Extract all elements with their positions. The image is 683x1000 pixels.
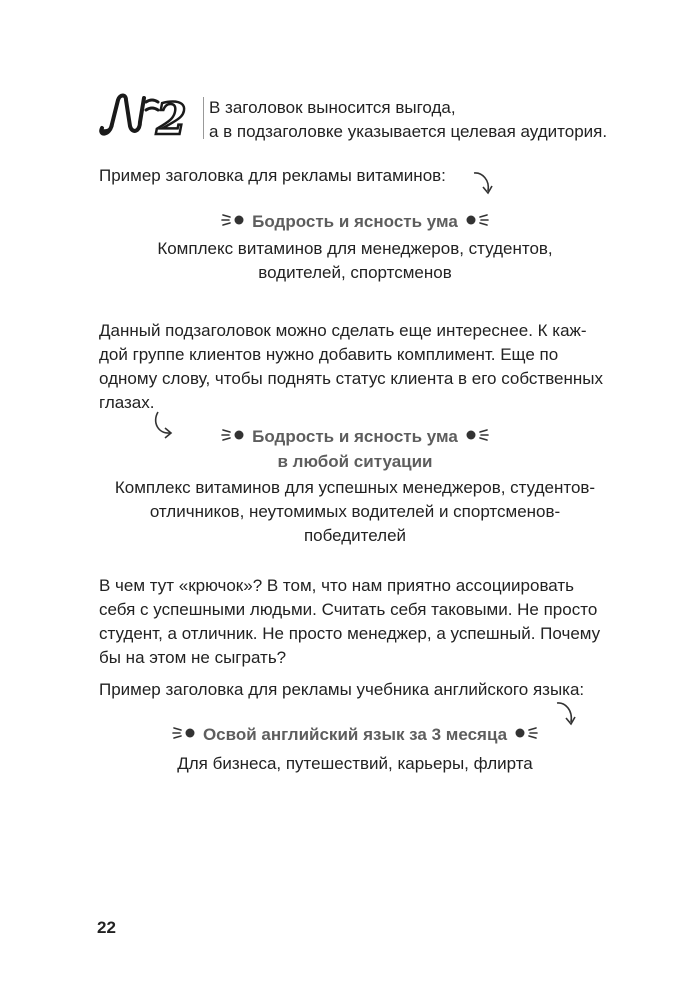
- example1-sub-line-2: водителей, спортсменов: [258, 263, 452, 282]
- example2-subheadline: [99, 476, 611, 548]
- example1-headline-row: [99, 210, 611, 235]
- example2-headline-row: [99, 425, 611, 474]
- paragraph-2-line-1: В чем тут «крючок»? В том, что нам приятно ассоциировать: [99, 576, 575, 595]
- curved-arrow-icon: [472, 170, 496, 196]
- rule-line-2: а в подзаголовке указывается целевая аудитория.: [209, 122, 608, 141]
- example3-sub-line-1: Для бизнеса, путешествий, карьеры, флирта: [177, 754, 533, 773]
- rule-line-1: В заголовок выносится выгода,: [209, 98, 456, 117]
- example3-intro: Пример заголовка для рекламы учебника английского языка:: [99, 680, 585, 699]
- example2-sub-line-1: Комплекс витаминов для успешных менеджеров, студентов-: [114, 478, 596, 497]
- rule-separator: [203, 97, 204, 139]
- left-sparkle-icon: [172, 724, 198, 748]
- example2-headline-line-2: в любой ситуации: [277, 451, 433, 471]
- left-sparkle-icon: [221, 211, 247, 235]
- paragraph-1-line-3: одному слову, чтобы поднять статус клиента в его собственных: [99, 369, 603, 388]
- paragraph-1-line-2: дой группе клиентов нужно добавить комплимент. Еще по: [99, 345, 559, 364]
- paragraph-1-line-4: глазах.: [99, 393, 155, 412]
- paragraph-2-line-3: студент, а отличник. Не просто менеджер, а успешный. Почему: [99, 624, 601, 643]
- page-number: 22: [97, 918, 116, 937]
- right-sparkle-icon: [463, 426, 489, 450]
- example1-sub-line-1: Комплекс витаминов для менеджеров, студентов,: [157, 239, 553, 258]
- rule-text: [209, 96, 629, 144]
- example1-subheadline: [99, 237, 611, 285]
- example2-sub-line-2: отличников, неутомимых водителей и спортсменов-: [149, 502, 561, 521]
- example1-intro: Пример заголовка для рекламы витаминов:: [99, 166, 446, 185]
- right-sparkle-icon: [512, 724, 538, 748]
- example1-headline: Бодрость и ясность ума: [252, 212, 458, 231]
- paragraph-2: [99, 574, 611, 670]
- paragraph-1-line-1: Данный подзаголовок можно сделать еще интереснее. К каж-: [99, 321, 587, 340]
- example2-sub-line-3: победителей: [303, 526, 407, 545]
- example3-subheadline: [99, 752, 611, 776]
- right-sparkle-icon: [463, 211, 489, 235]
- paragraph-2-line-2: себя с успешными людьми. Считать себя таковыми. Не просто: [99, 600, 598, 619]
- svg-text:2: 2: [156, 94, 187, 138]
- rule-number-emblem: [96, 92, 201, 138]
- example2-headline-line-1: Бодрость и ясность ума: [252, 427, 458, 446]
- example3-headline: Освой английский язык за 3 месяца: [202, 725, 508, 744]
- left-sparkle-icon: [221, 426, 247, 450]
- example3-headline-row: [99, 723, 611, 748]
- paragraph-1: [99, 319, 611, 415]
- paragraph-2-line-4: бы на этом не сыграть?: [99, 648, 287, 667]
